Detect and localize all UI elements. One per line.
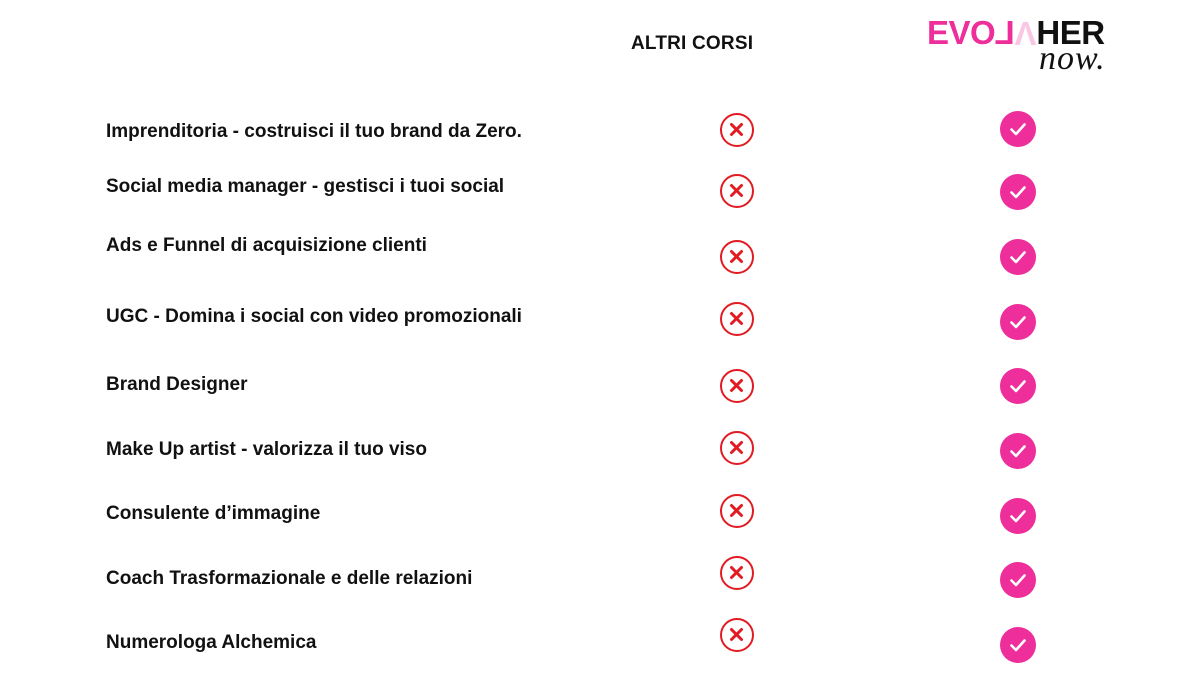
row-label: Make Up artist - valorizza il tuo viso [106, 439, 427, 460]
logo-her: HER [1036, 14, 1105, 51]
x-circle-icon [720, 369, 754, 403]
check-circle-icon [1000, 304, 1036, 340]
x-circle-icon [720, 113, 754, 147]
row-label: Social media manager - gestisci i tuoi social [106, 176, 505, 197]
row-label: Consulente d’immagine [106, 503, 321, 524]
x-circle-icon [720, 494, 754, 528]
check-circle-icon [1000, 368, 1036, 404]
check-circle-icon [1000, 562, 1036, 598]
logo-v: V [1014, 15, 1037, 52]
check-circle-icon [1000, 174, 1036, 210]
x-circle-icon [720, 431, 754, 465]
row-label: Coach Trasformazionale e delle relazioni [106, 568, 473, 589]
column-header-altri-corsi: ALTRI CORSI [631, 33, 754, 54]
check-circle-icon [1000, 111, 1036, 147]
row-label: Ads e Funnel di acquisizione clienti [106, 235, 427, 256]
row-label: UGC - Domina i social con video promozionali [106, 306, 522, 327]
check-circle-icon [1000, 239, 1036, 275]
logo-l: L [995, 14, 1015, 51]
x-circle-icon [720, 618, 754, 652]
check-circle-icon [1000, 433, 1036, 469]
x-circle-icon [720, 302, 754, 336]
logo-evo: EVO [927, 14, 996, 51]
check-circle-icon [1000, 498, 1036, 534]
x-circle-icon [720, 556, 754, 590]
x-circle-icon [720, 240, 754, 274]
check-circle-icon [1000, 627, 1036, 663]
x-circle-icon [720, 174, 754, 208]
row-label: Numerologa Alchemica [106, 632, 317, 653]
evolvher-logo [927, 16, 1127, 76]
logo-now: now. [1039, 40, 1106, 77]
row-label: Brand Designer [106, 374, 248, 395]
row-label: Imprenditoria - costruisci il tuo brand da Zero. [106, 121, 522, 142]
